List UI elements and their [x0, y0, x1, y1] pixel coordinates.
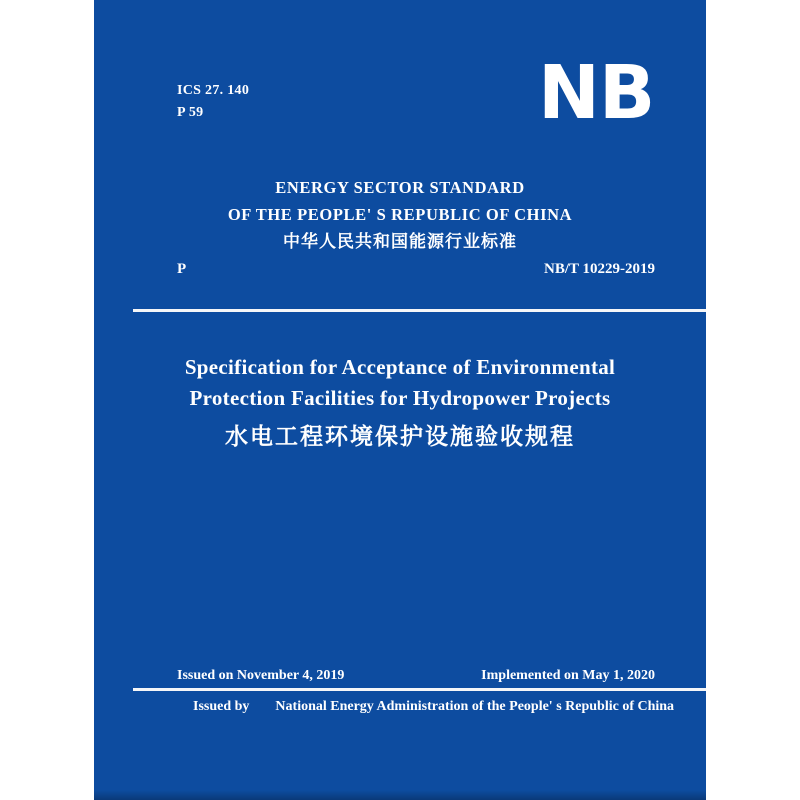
issued-by-label: Issued by [193, 699, 250, 714]
dates-row [177, 668, 655, 684]
title-block [94, 352, 706, 454]
issued-by-row [193, 699, 674, 715]
implemented-on-date: Implemented on May 1, 2020 [481, 668, 655, 683]
ics-classification-block [177, 80, 249, 124]
standard-number: NB/T 10229-2019 [544, 261, 655, 277]
header-line-2: OF THE PEOPLE' S REPUBLIC OF CHINA [227, 205, 573, 224]
title-english-line-1: Specification for Acceptance of Environmental [184, 355, 616, 379]
top-horizontal-rule [133, 309, 706, 312]
title-chinese: 水电工程环境保护设施验收规程 [225, 424, 575, 450]
bottom-horizontal-rule [133, 688, 706, 691]
nb-logo: NB [538, 50, 655, 136]
standard-cover [94, 0, 706, 800]
code-row [177, 261, 655, 278]
header-line-1: ENERGY SECTOR STANDARD [275, 178, 525, 197]
ics-code: ICS 27. 140 [177, 83, 250, 98]
title-english-line-2: Protection Facilities for Hydropower Projects [189, 386, 611, 410]
classification-code: P 59 [177, 105, 204, 120]
code-row-left-mark: P [177, 261, 187, 277]
standard-header [94, 174, 706, 257]
cover-bottom-shade [94, 790, 706, 800]
issued-on-date: Issued on November 4, 2019 [177, 668, 345, 683]
issued-by-value: National Energy Administration of the People' s Republic of China [275, 699, 675, 714]
header-line-chinese: 中华人民共和国能源行业标准 [283, 232, 517, 252]
